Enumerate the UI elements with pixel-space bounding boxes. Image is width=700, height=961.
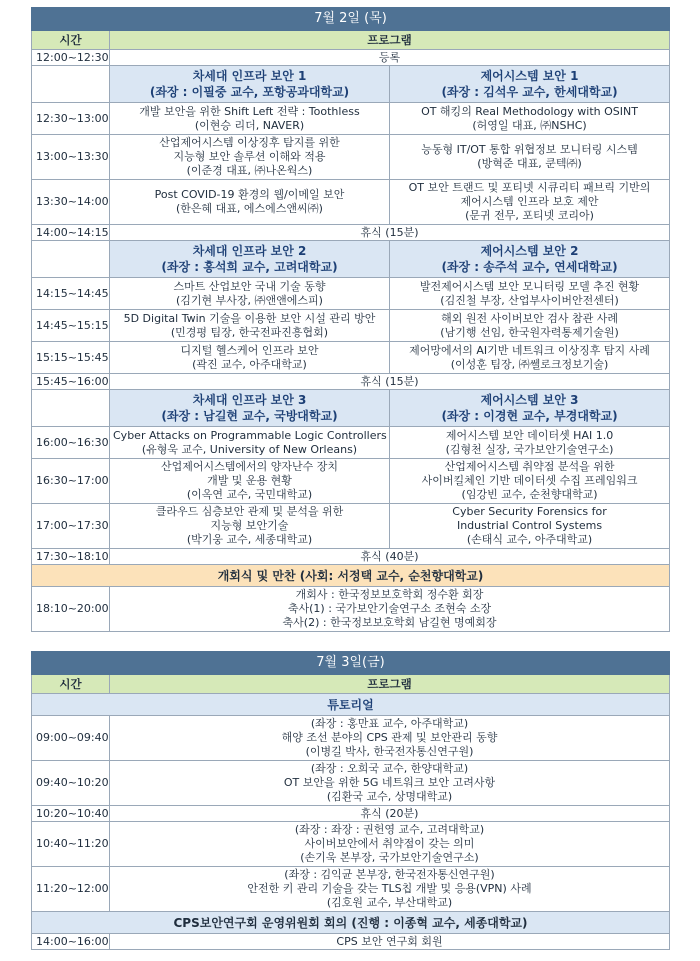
text-line: 지능형 보안기술 bbox=[210, 519, 289, 532]
talk-control bbox=[390, 135, 670, 180]
track-chair: (좌장 : 홍석희 교수, 고려대학교) bbox=[161, 260, 338, 274]
committee-title: CPS보안연구회 운영위원회 회의 (진행 : 이종혁 교수, 세종대학교) bbox=[32, 912, 670, 934]
talk-control bbox=[390, 459, 670, 504]
text-line: 사이버보안에서 취약점이 갖는 의미 bbox=[304, 837, 475, 850]
tutorial-details bbox=[110, 716, 670, 761]
talk-control bbox=[390, 180, 670, 225]
talk-infra bbox=[110, 310, 390, 342]
text-line: (김환국 교수, 상명대학교) bbox=[326, 790, 453, 803]
ceremony-details bbox=[110, 587, 670, 632]
text-line: 5D Digital Twin 기술을 이용한 보안 시설 관리 방안 bbox=[123, 311, 376, 325]
track-control-header bbox=[390, 390, 670, 427]
text-line: (김기현 부사장, ㈜앤앤에스피) bbox=[176, 293, 323, 307]
blank-cell bbox=[32, 66, 110, 103]
talk-row bbox=[32, 427, 670, 459]
text-line: 제어망에서의 AI기반 네트워크 이상징후 탐지 사례 bbox=[409, 343, 650, 357]
text-line: Post COVID-19 환경의 웹/이메일 보안 bbox=[154, 188, 345, 201]
time-cell: 09:40~10:20 bbox=[32, 761, 110, 806]
text-line: 산업제어시스템에서의 양자난수 장치 bbox=[160, 460, 338, 473]
talk-row bbox=[32, 504, 670, 549]
talk-control bbox=[390, 103, 670, 135]
time-cell: 09:00~09:40 bbox=[32, 716, 110, 761]
time-cell: 14:15~14:45 bbox=[32, 278, 110, 310]
tutorial-details bbox=[110, 761, 670, 806]
text-line: 개발 보안을 위한 Shift Left 전략 : Toothless bbox=[139, 104, 360, 118]
text-line: (유형욱 교수, University of New Orleans) bbox=[141, 442, 358, 456]
day-title-row bbox=[32, 8, 670, 31]
talk-control bbox=[390, 310, 670, 342]
text-line: 클라우드 심층보안 관제 및 분석을 위한 bbox=[155, 505, 344, 518]
tutorial-row bbox=[32, 761, 670, 806]
time-cell: 18:10~20:00 bbox=[32, 587, 110, 632]
break-row bbox=[32, 549, 670, 565]
break-row bbox=[32, 374, 670, 390]
talk-infra bbox=[110, 459, 390, 504]
text-line: (문귀 전무, 포티넷 코리아) bbox=[465, 209, 594, 222]
day2-schedule-table bbox=[31, 651, 670, 950]
talk-row bbox=[32, 180, 670, 225]
track-infra-header bbox=[110, 66, 390, 103]
text-line: (임강빈 교수, 순천향대학교) bbox=[461, 488, 598, 501]
text-line: (박기웅 교수, 세종대학교) bbox=[186, 533, 313, 546]
time-cell: 13:30~14:00 bbox=[32, 180, 110, 225]
text-line: Industrial Control Systems bbox=[456, 519, 603, 532]
time-cell: 10:20~10:40 bbox=[32, 806, 110, 822]
text-line: (이성훈 팀장, ㈜쎌로크정보기술) bbox=[450, 357, 609, 371]
text-line: (이옥연 교수, 국민대학교) bbox=[186, 488, 313, 501]
text-line: (김진철 부장, 산업부사이버안전센터) bbox=[440, 293, 619, 307]
committee-row bbox=[32, 934, 670, 950]
text-line: 개발 및 운용 현황 bbox=[207, 474, 292, 487]
text-line: (이현승 리더, NAVER) bbox=[194, 118, 305, 132]
talk-control bbox=[390, 278, 670, 310]
talk-row bbox=[32, 278, 670, 310]
text-line: (좌장 : 좌장 : 권헌영 교수, 고려대학교) bbox=[294, 823, 485, 836]
text-line: (허영일 대표, ㈜NSHC) bbox=[472, 118, 587, 132]
time-cell: 15:15~15:45 bbox=[32, 342, 110, 374]
text-line: (손태식 교수, 아주대학교) bbox=[466, 533, 593, 546]
time-cell: 14:00~16:00 bbox=[32, 934, 110, 950]
talk-control bbox=[390, 504, 670, 549]
track-chair: (좌장 : 이필중 교수, 포항공과대학교) bbox=[149, 85, 350, 99]
text-line: 사이버킬체인 기반 데이터셋 수집 프레임워크 bbox=[421, 474, 638, 487]
talk-row bbox=[32, 135, 670, 180]
text-line: Cyber Attacks on Programmable Logic Controllers bbox=[113, 428, 387, 442]
text-line: Cyber Security Forensics for bbox=[452, 505, 607, 518]
tutorial-details bbox=[110, 822, 670, 867]
text-line: 디지털 헬스케어 인프라 보안 bbox=[180, 343, 319, 357]
text-line: 산업제어시스템 취약점 분석을 위한 bbox=[444, 460, 615, 473]
track-name: 제어시스템 보안 1 bbox=[480, 69, 579, 83]
time-cell: 11:20~12:00 bbox=[32, 867, 110, 912]
break-label: 휴식 (15분) bbox=[110, 374, 670, 390]
tutorial-row bbox=[32, 822, 670, 867]
text-line: (이준경 대표, ㈜나온웍스) bbox=[186, 164, 313, 177]
conference-schedule bbox=[31, 7, 669, 950]
ceremony-row bbox=[32, 587, 670, 632]
tutorial-title-row bbox=[32, 694, 670, 716]
text-line: 제어시스템 인프라 보호 제안 bbox=[460, 195, 599, 208]
track-chair: (좌장 : 송주석 교수, 연세대학교) bbox=[441, 260, 618, 274]
committee-title-row bbox=[32, 912, 670, 934]
track-control-header bbox=[390, 66, 670, 103]
talk-control bbox=[390, 342, 670, 374]
text-line: (좌장 : 홍만표 교수, 아주대학교) bbox=[310, 717, 469, 730]
text-line: 산업제어시스템 이상징후 탐지를 위한 bbox=[159, 136, 340, 149]
talk-infra bbox=[110, 342, 390, 374]
blank-cell bbox=[32, 241, 110, 278]
text-line: (좌장 : 오희국 교수, 한양대학교) bbox=[310, 762, 469, 775]
header-row bbox=[32, 31, 670, 50]
time-cell: 12:30~13:00 bbox=[32, 103, 110, 135]
talk-infra bbox=[110, 103, 390, 135]
time-cell: 16:30~17:00 bbox=[32, 459, 110, 504]
day-title: 7월 3일(금) bbox=[32, 652, 670, 675]
talk-row bbox=[32, 310, 670, 342]
text-line: OT 보안 트랜드 및 포티넷 시큐리티 패브릭 기반의 bbox=[408, 181, 651, 194]
text-line: (한은혜 대표, 에스에스앤씨㈜) bbox=[176, 202, 323, 215]
tutorial-row bbox=[32, 716, 670, 761]
text-line: 스마트 산업보안 국내 기술 동향 bbox=[173, 279, 326, 293]
col-header-program: 프로그램 bbox=[110, 31, 670, 50]
break-label: 휴식 (40분) bbox=[110, 549, 670, 565]
blank-cell bbox=[32, 390, 110, 427]
day-title: 7월 2일 (목) bbox=[32, 8, 670, 31]
text-line: (손기욱 본부장, 국가보안기술연구소) bbox=[300, 851, 479, 864]
text-line: (방혁준 대표, 쿤텍㈜) bbox=[477, 157, 582, 170]
header-row bbox=[32, 675, 670, 694]
track-chair: (좌장 : 이경현 교수, 부경대학교) bbox=[441, 409, 618, 423]
text-line: 축사(2) : 한국정보보호학회 남길현 명예회장 bbox=[282, 616, 497, 629]
track-name: 차세대 인프라 보안 3 bbox=[192, 393, 307, 407]
ceremony-title-row bbox=[32, 565, 670, 587]
text-line: (이병길 박사, 한국전자통신연구원) bbox=[305, 745, 474, 758]
track-name: 제어시스템 보안 3 bbox=[480, 393, 579, 407]
track-name: 차세대 인프라 보안 2 bbox=[192, 244, 307, 258]
text-line: OT 보안을 위한 5G 네트워크 보안 고려사항 bbox=[283, 776, 496, 789]
talk-infra bbox=[110, 180, 390, 225]
text-line: 발전제어시스템 보안 모니터링 모델 추진 현황 bbox=[419, 279, 640, 293]
day1-schedule-table bbox=[31, 7, 670, 632]
text-line: (민경평 팀장, 한국전파진흥협회) bbox=[170, 325, 329, 339]
break-label: 휴식 (20분) bbox=[110, 806, 670, 822]
track-header-row bbox=[32, 241, 670, 278]
tutorial-row bbox=[32, 867, 670, 912]
time-cell: 15:45~16:00 bbox=[32, 374, 110, 390]
talk-infra bbox=[110, 135, 390, 180]
talk-row bbox=[32, 103, 670, 135]
track-header-row bbox=[32, 390, 670, 427]
text-line: 해양 조선 분야의 CPS 관제 및 보안관리 동향 bbox=[281, 731, 498, 744]
time-cell: 10:40~11:20 bbox=[32, 822, 110, 867]
time-cell: 13:00~13:30 bbox=[32, 135, 110, 180]
text-line: (김형천 실장, 국가보안기술연구소) bbox=[445, 442, 614, 456]
text-line: (남기행 선임, 한국원자력통제기술원) bbox=[440, 325, 619, 339]
text-line: 지능형 보안 솔루션 이해와 적용 bbox=[173, 150, 326, 163]
text-line: 축사(1) : 국가보안기술연구소 조현숙 소장 bbox=[287, 602, 492, 615]
committee-details: CPS 보안 연구회 회원 bbox=[110, 934, 670, 950]
text-line: 안전한 키 관리 기술을 갖는 TLS칩 개발 및 응용(VPN) 사례 bbox=[247, 882, 532, 895]
talk-infra bbox=[110, 278, 390, 310]
time-cell: 16:00~16:30 bbox=[32, 427, 110, 459]
talk-row bbox=[32, 459, 670, 504]
text-line: 능동형 IT/OT 통합 위협정보 모니터링 시스템 bbox=[421, 143, 638, 156]
track-infra-header bbox=[110, 241, 390, 278]
talk-infra bbox=[110, 504, 390, 549]
track-control-header bbox=[390, 241, 670, 278]
track-name: 차세대 인프라 보안 1 bbox=[192, 69, 307, 83]
break-row bbox=[32, 806, 670, 822]
time-cell: 14:00~14:15 bbox=[32, 225, 110, 241]
tutorial-title: 튜토리얼 bbox=[32, 694, 670, 716]
time-cell: 17:00~17:30 bbox=[32, 504, 110, 549]
talk-infra bbox=[110, 427, 390, 459]
track-chair: (좌장 : 김석우 교수, 한세대학교) bbox=[441, 85, 618, 99]
registration-row bbox=[32, 50, 670, 66]
time-cell: 17:30~18:10 bbox=[32, 549, 110, 565]
text-line: (곽진 교수, 아주대학교) bbox=[192, 357, 307, 371]
break-label: 휴식 (15분) bbox=[110, 225, 670, 241]
time-cell: 14:45~15:15 bbox=[32, 310, 110, 342]
track-chair: (좌장 : 남길현 교수, 국방대학교) bbox=[161, 409, 338, 423]
track-name: 제어시스템 보안 2 bbox=[480, 244, 579, 258]
time-cell: 12:00~12:30 bbox=[32, 50, 110, 66]
day-title-row bbox=[32, 652, 670, 675]
track-infra-header bbox=[110, 390, 390, 427]
text-line: OT 해킹의 Real Methodology with OSINT bbox=[421, 104, 638, 118]
talk-row bbox=[32, 342, 670, 374]
col-header-program: 프로그램 bbox=[110, 675, 670, 694]
ceremony-title: 개회식 및 만찬 (사회: 서정택 교수, 순천향대학교) bbox=[32, 565, 670, 587]
text-line: (김호원 교수, 부산대학교) bbox=[326, 896, 453, 909]
text-line: 해외 원전 사이버보안 검사 참관 사례 bbox=[441, 311, 618, 325]
break-row bbox=[32, 225, 670, 241]
text-line: 제어시스템 보안 데이터셋 HAI 1.0 bbox=[445, 428, 614, 442]
text-line: (좌장 : 김익균 본부장, 한국전자통신연구원) bbox=[284, 868, 495, 881]
col-header-time: 시간 bbox=[32, 675, 110, 694]
talk-control bbox=[390, 427, 670, 459]
registration-label: 등록 bbox=[110, 50, 670, 66]
track-header-row bbox=[32, 66, 670, 103]
tutorial-details bbox=[110, 867, 670, 912]
col-header-time: 시간 bbox=[32, 31, 110, 50]
text-line: 개회사 : 한국정보보호학회 정수환 회장 bbox=[295, 588, 484, 601]
